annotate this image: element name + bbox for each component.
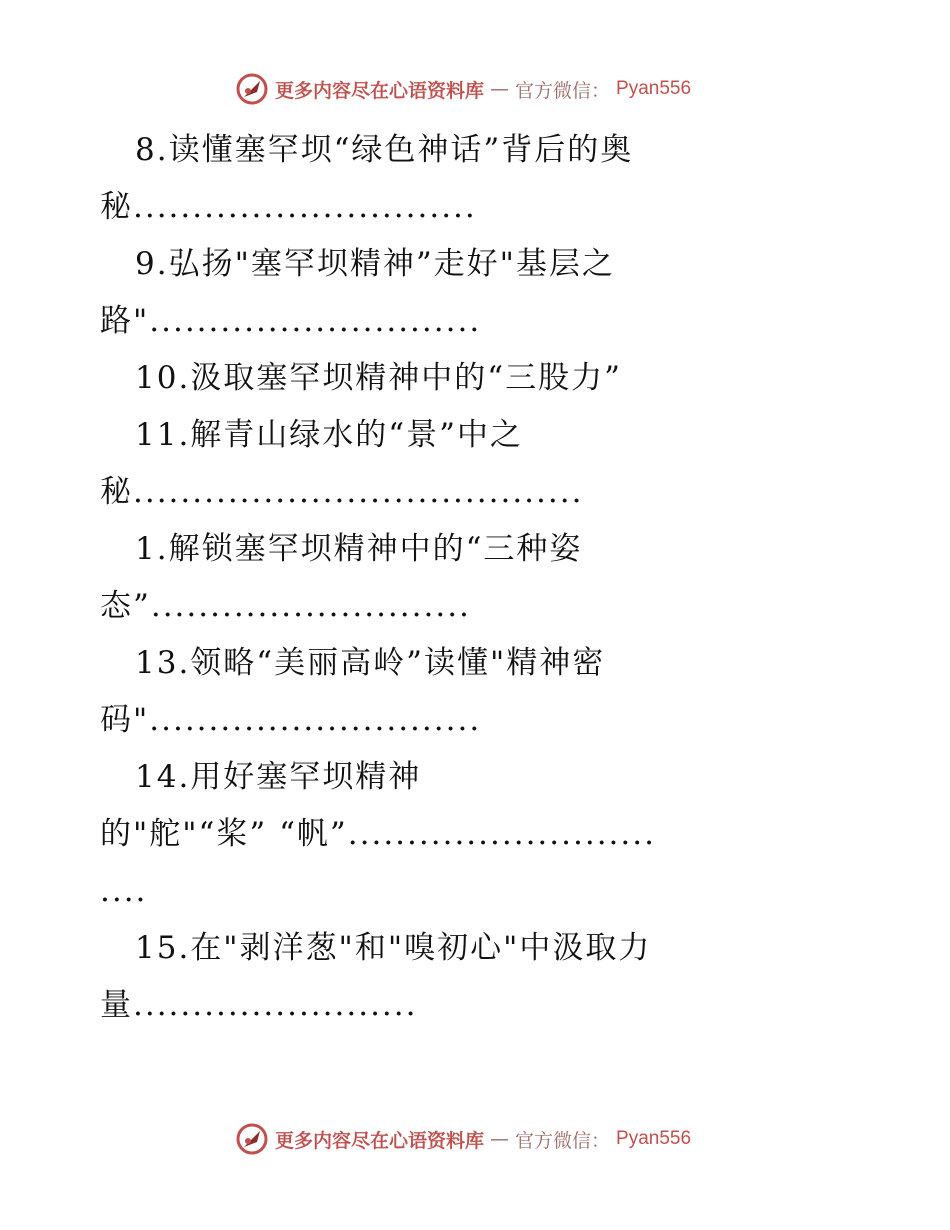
wechat-id: Pyan556 [616, 1128, 692, 1149]
dash: — [490, 78, 510, 100]
toc-entry-10[interactable]: 10.汲取塞罕坝精神中的“三股力” [135, 360, 622, 396]
toc-entry-11[interactable]: 11.解青山绿水的“景”中之 [135, 417, 523, 453]
toc-entry-14[interactable]: 14.用好塞罕坝精神 [135, 759, 422, 795]
toc-entry-13-leader[interactable]: 码"............................ [100, 702, 482, 738]
table-of-contents [0, 122, 950, 1034]
dash: — [490, 1128, 510, 1150]
wechat-id: Pyan556 [616, 78, 692, 99]
toc-entry-13[interactable]: 13.领略“美丽高岭”读懂"精神密 [135, 645, 606, 681]
quill-logo-icon [235, 1122, 269, 1156]
toc-entry-11-leader[interactable]: 秘...................................... [100, 474, 584, 510]
toc-entry-14-leader-cont[interactable]: .... [100, 873, 148, 909]
header-watermark-banner [235, 72, 691, 106]
toc-entry-9[interactable]: 9.弘扬"塞罕坝精神”走好"基层之 [135, 246, 615, 282]
toc-entry-1[interactable]: 1.解锁塞罕坝精神中的“三种姿 [135, 531, 583, 567]
toc-entry-8-leader[interactable]: 秘............................. [100, 189, 477, 225]
wechat-label: 官方微信： [515, 1129, 611, 1152]
footer-watermark-banner [235, 1122, 691, 1156]
toc-entry-15[interactable]: 15.在"剥洋葱"和"嗅初心"中汲取力 [135, 930, 652, 966]
toc-entry-8[interactable]: 8.读懂塞罕坝“绿色神话”背后的奥 [135, 132, 634, 168]
promo-text: 更多内容尽在心语资料库 [275, 1129, 485, 1152]
toc-entry-14-leader[interactable]: 的"舵"“桨” “帆”.......................... [100, 816, 656, 852]
toc-entry-1-leader[interactable]: 态”........................... [100, 588, 471, 624]
toc-entry-15-leader[interactable]: 量........................ [100, 987, 418, 1023]
quill-logo-icon [235, 72, 269, 106]
wechat-label: 官方微信： [515, 79, 611, 102]
promo-text: 更多内容尽在心语资料库 [275, 79, 485, 102]
toc-entry-9-leader[interactable]: 路"............................ [100, 303, 482, 339]
